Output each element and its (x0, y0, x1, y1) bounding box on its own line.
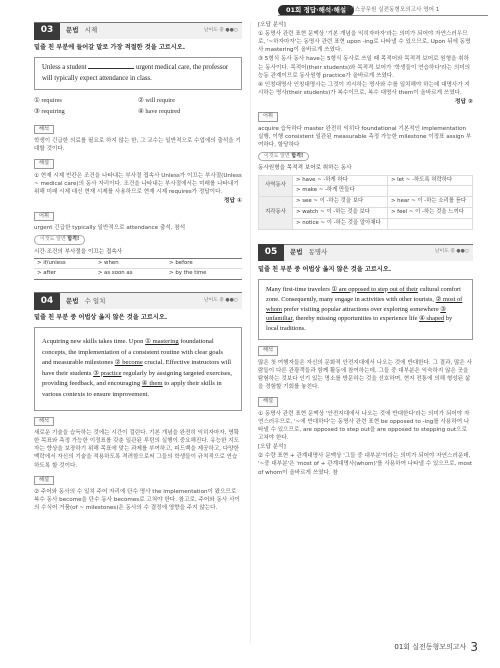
question-type: 문법 (66, 296, 79, 305)
underlined-option: ③ unfamiliar (266, 305, 447, 323)
explanation-text: ① 현재 시제 빈칸은 조건을 나타내는 부사절 접속사 Unless가 이끄는 부사절(Unless ~ medical care)의 동사 자리이다. 조건을 나타내는 부사절에서는 미래를 나타내기 위해 미래 시제 대신 현재 시제를 사용하므로 현재 시제 requires가 정답이다. (34, 172, 242, 196)
question-number: 03 (34, 23, 60, 40)
badge-lead: 이것도 알면 (264, 153, 290, 160)
passage-part: Many first-time travelers (266, 285, 332, 293)
header-rule (278, 15, 488, 16)
difficulty-label: 난이도 중 ●●○ (434, 249, 469, 255)
badge-bold: 합격! (291, 153, 304, 160)
passage-box (34, 327, 242, 410)
table-cell: > before (169, 259, 193, 266)
underlined-option: ② most of whom (266, 295, 463, 313)
translation-tag: 해석 (258, 346, 278, 356)
wrong-analysis-item: ③ 5형식 동사 동사 have는 5형식 동사로 쓰일 때 목적어와 목적격 보어로 원형을 취하는 동사이다. 목적어(their students)와 목적격 보어가 '학생들이 연습하다'라는 의미의 능동 관계이므로 동사원형 practice가 올바르게 쓰였다. (258, 56, 471, 79)
passage-part: cultural comfort zone. Consequently, many engage in activities with other tourists, (266, 285, 461, 303)
conjunction-table-title: 시간·조건의 부사절을 이끄는 접속사 (34, 248, 123, 255)
passage-part: prefer visiting popular attractions over exploring somewhere (281, 305, 441, 313)
question-type: 문법 (66, 26, 79, 35)
underlined-option: ① mastering (145, 338, 179, 346)
wrong-analysis-item: ④ 인칭대명사 인칭대명사는 그것이 지시하는 명사와 수를 일치해야 하는데 대명사가 지시하는 명사(their students)가 복수이므로, 복수 대명사 them이 올바르게 쓰였다. (258, 81, 470, 96)
table-row (259, 175, 473, 186)
table-row (259, 197, 473, 208)
answer-label: 정답 ② (454, 98, 473, 105)
passage-part: Unless a student (42, 63, 87, 71)
underlined-option: ① are opposed to step out of their (331, 285, 418, 293)
explanation-tag: 해설 (34, 476, 54, 486)
question-topic: 시제 (84, 26, 98, 35)
passage-box (258, 279, 473, 341)
table-cell: > by the time (166, 269, 242, 280)
underlined-option: ④ them (141, 380, 163, 388)
table-row (34, 258, 242, 269)
conjunction-table (34, 258, 242, 281)
column-divider (250, 22, 251, 643)
translation-text: 많은 첫 여행자들은 자신의 문화적 안전지대에서 나오는 것에 반대한다. 그 결과, 많은 사람들이 다른 관광객들과 함께 활동에 참여하는데, 그들 중 대부분은 익숙하지 않은 곳을 탐험하는 것보다 인기 있는 명소를 방문하는 것을 선호하며, 현지 전통에 의해 형성된 삶을 경험할 기회를 놓친다. (258, 359, 473, 391)
question-03-header (34, 22, 242, 39)
table-cell: > feel ~ 이 -하는 것을 느끼다 (387, 208, 472, 219)
verb-table-title: 동사원형을 목적격 보어로 취하는 동사 (258, 165, 352, 172)
translation-text: 학생이 긴급한 의료를 필요로 하지 않는 한, 그 교수는 일반적으로 수업에의 출석을 기대할 것이다. (34, 138, 241, 153)
table-cell: > watch ~ 이 -하는 것을 보다 (293, 208, 388, 219)
table-cell: > as soon as (95, 269, 166, 280)
verb-table (258, 175, 473, 230)
wrong-analysis-label: [오답 분석] (258, 444, 286, 451)
options-grid (34, 96, 242, 117)
question-topic: 수 일치 (84, 296, 106, 305)
difficulty-label: 난이도 중 ●●○ (203, 297, 238, 303)
question-prompt: 밑줄 친 부분에 들어갈 말로 가장 적절한 것을 고르시오. (34, 44, 186, 51)
footer-label: 01회 실전동형모의고사 (394, 643, 467, 652)
badge-lead: 이것도 알면 (40, 236, 66, 243)
right-column (258, 20, 473, 477)
passage-part: crucial. Effective instructors will have their students (42, 359, 232, 377)
option-4: ④ have required (138, 108, 181, 116)
question-type: 문법 (290, 248, 303, 257)
vocab-text: urgent 긴급한 typically 일반적으로 attendance 출석, 참석 (34, 225, 186, 232)
explanation-text: ① 동명사 관련 표현 문맥상 '안전지대에서 나오는 것에 반대한다'라는 의미가 되어야 자연스러우므로, '~에 반대하다'는 동명사 관련 표현 be opposed to -ing를 사용하여 나타낼 수 있으므로, are opposed to step out을 are opposed to stepping out으로 고쳐야 한다. (258, 410, 470, 442)
passage-part: by local traditions. (266, 315, 453, 333)
table-cell: > if/unless (37, 259, 66, 266)
explanation-tag: 해설 (34, 159, 54, 169)
passage-part: foundational concepts, the implementation of a consistent routine with clear goals and measurable milestones (42, 338, 223, 367)
left-column (34, 22, 242, 512)
question-number: 04 (34, 293, 60, 310)
translation-tag: 해석 (34, 125, 54, 135)
question-number: 05 (258, 244, 284, 261)
passage-part: regularly by assigning targeted exercises, providing feedback, and encouraging (42, 369, 233, 388)
vocab-tag: 어휘 (34, 212, 54, 222)
table-cell: > see ~ 이 -하는 것을 보다 (293, 197, 388, 208)
question-prompt: 밑줄 친 부분 중 어법상 옳지 않은 것을 고르시오. (34, 314, 168, 322)
explanation-tag: 해설 (258, 397, 278, 407)
table-cell: > let ~ -하도록 허락하다 (387, 175, 472, 186)
explanation-text: ② 주어와 동사의 수 일치 주어 자리에 단수 명사 the implementation이 왔으므로 복수 동사 become을 단수 동사 becomes로 고쳐야 한다. 참고로, 주어와 동사 사이의 수식어 거품(of ~ milestones)은 동사의 수 결정에 영향을 주지 않는다. (34, 489, 240, 512)
wrong-analysis-item: ② 수량 표현 + 관계대명사 문맥상 '그들 중 대부분'이라는 의미가 되어야 자연스러운데, '~중 대부분'은 'most of + 관계대명사(whom)'를 사용하여 나타낼 수 있으므로, most of whom이 올바르게 쓰였다. 참 (258, 453, 473, 476)
question-04-header (34, 292, 242, 309)
question-05-header (258, 244, 473, 261)
row-label: 사역동사 (259, 175, 293, 197)
table-cell: > hear ~ 이 -하는 소리를 듣다 (387, 197, 472, 208)
table-cell: > have ~ -하게 하다 (293, 175, 388, 186)
option-2: ② will require (138, 97, 175, 105)
table-row (34, 269, 242, 280)
underlined-option: ④ shaped (419, 315, 445, 323)
passage-part: , thereby missing opportunities to experience life (292, 315, 420, 323)
table-cell: > after (34, 269, 95, 280)
table-cell (387, 218, 472, 229)
bonus-badge (258, 152, 309, 161)
passage-part: Acquiring new skills takes time. Upon (42, 338, 146, 346)
underlined-option: ② become (114, 359, 143, 367)
option-3: ③ requiring (34, 108, 65, 116)
answer-blank (88, 68, 134, 69)
question-prompt: 밑줄 친 부분 중 어법상 옳지 않은 것을 고르시오. (258, 265, 392, 273)
table-cell: > notice ~ 이 -하는 것을 알아채다 (293, 218, 388, 229)
table-cell: > when (97, 259, 119, 266)
answer-label: 정답 ① (223, 198, 242, 205)
page-footer (394, 639, 478, 656)
question-topic: 동명사 (308, 248, 328, 257)
page-number: 3 (470, 639, 478, 654)
passage-part: to apply their skills in various contexts to ensure improvement. (42, 380, 222, 398)
bonus-badge (34, 235, 85, 244)
vocab-tag: 어휘 (258, 112, 278, 122)
translation-text: 새로운 기술을 습득하는 것에는 시간이 걸린다. 기본 개념을 완전히 익히자마자, 명확한 목표와 측정 가능한 이정표를 갖춘 일관된 루틴의 실행이 중요해진다. 유능한 지도자는 향상을 보장하기 위해 목표에 맞는 과제를 부여하고, 피드백을 제공하고, 다양한 맥락에서 자신의 기술을 적용하도록 격려함으로써 그들의 학생들이 규칙적으로 연습하도록 할 것이다. (34, 430, 240, 469)
underlined-option: ③ practice (93, 369, 122, 377)
vocab-text: acquire 습득하다 master 완전히 익히다 foundational 기본적인 implementation 실행, 이행 consistent 일관된 measurable 측정 가능한 milestone 이정표 assign 부여하다, 할당하다 (258, 125, 472, 149)
badge-bold: 합격! (67, 236, 80, 243)
passage-box (34, 57, 242, 90)
table-cell: > make ~ -하게 만들다 (293, 186, 388, 197)
translation-tag: 해석 (34, 417, 54, 427)
option-1: ① requires (34, 97, 62, 105)
wrong-analysis-item: ① 동명사 관련 표현 문맥상 '기본 개념을 익히자마자'라는 의미가 되어야 자연스러우므로, '~하자마자'는 동명사 관련 표현 upon -ing로 나타낼 수 있으므로, Upon 뒤에 동명사 mastering이 올바르게 쓰였다. (258, 31, 471, 54)
row-label: 지각동사 (259, 197, 293, 229)
wrong-analysis-label: [오답 분석] (258, 22, 286, 28)
header-pill: 01회 정답·해석·해설 (278, 5, 354, 16)
table-cell (387, 186, 472, 197)
header-source: 해커스공무원 실전동형모의고사 영어 1 (344, 7, 440, 13)
difficulty-label: 난이도 중 ●●○ (203, 27, 238, 33)
passage-part: urgent medical care, the professor will typically expect attendance in class. (42, 63, 229, 82)
